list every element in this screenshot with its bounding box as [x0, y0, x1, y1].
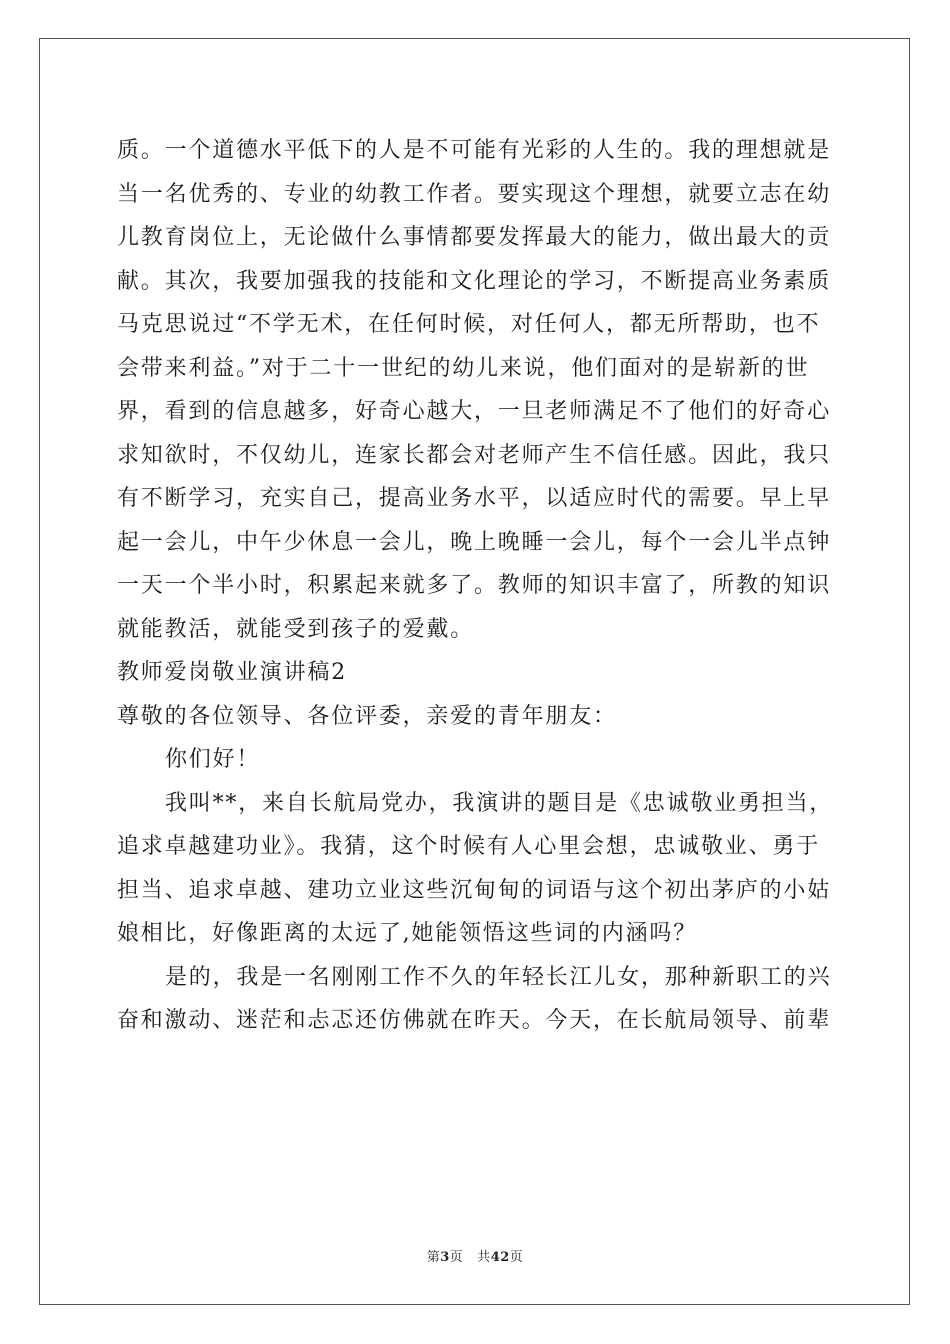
- text-line: 马克思说过“不学无术，在任何时候，对任何人，都无所帮助，也不: [117, 312, 821, 337]
- page-footer: [0, 1246, 950, 1265]
- text-line: 当一名优秀的、专业的幼教工作者。要实现这个理想，就要立志在幼: [117, 181, 832, 207]
- document-body: [117, 129, 837, 1043]
- text-line: 奋和激动、迷茫和忐忑还仿佛就在昨天。今天，在长航局领导、前辈: [117, 1008, 832, 1033]
- text-line: 起一会儿，中午少休息一会儿，晚上晚睡一会儿，每个一会儿半点钟: [117, 529, 832, 555]
- text-line: 担当、追求卓越、建功立业这些沉甸甸的词语与这个初出茅庐的小姑: [117, 877, 832, 903]
- text-line: 质。一个道德水平低下的人是不可能有光彩的人生的。我的理想就是: [117, 138, 832, 163]
- text-line: 界，看到的信息越多，好奇心越大，一旦老师满足不了他们的好奇心: [117, 399, 832, 424]
- section-heading: 教师爱岗敬业演讲稿2: [117, 660, 347, 685]
- text-line: 求知欲时，不仅幼儿，连家长都会对老师产生不信任感。因此，我只: [117, 442, 832, 468]
- footer-page-number: 3: [440, 1250, 450, 1265]
- greeting: 你们好！: [165, 747, 261, 772]
- footer-page-unit: 页: [449, 1250, 464, 1265]
- text-line: 娘相比，好像距离的太远了,她能领悟这些词的内涵吗？: [117, 921, 697, 946]
- text-line: 我叫**，来自长航局党办，我演讲的题目是《忠诚敬业勇担当，: [165, 790, 834, 816]
- text-line: 就能教活，就能受到孩子的爱戴。: [117, 616, 475, 642]
- text-line: 儿教育岗位上，无论做什么事情都要发挥最大的能力，做出最大的贡: [117, 225, 832, 250]
- footer-prefix: 第: [426, 1250, 441, 1265]
- text-line: 会带来利益。”对于二十一世纪的幼儿来说，他们面对的是崭新的世: [117, 355, 810, 381]
- footer-total-unit: 页: [509, 1250, 524, 1265]
- text-line: 献。其次，我要加强我的技能和文化理论的学习，不断提高业务素质: [117, 268, 832, 294]
- text-line: 追求卓越建功业》。我猜，这个时候有人心里会想，忠诚敬业、勇于: [117, 834, 821, 859]
- text-line: 一天一个半小时，积累起来就多了。教师的知识丰富了，所教的知识: [117, 573, 832, 598]
- salutation: 尊敬的各位领导、各位评委，亲爱的青年朋友：: [117, 703, 617, 729]
- text-line: 是的，我是一名刚刚工作不久的年轻长江儿女，那种新职工的兴: [165, 964, 832, 990]
- footer-total-prefix: 共: [477, 1250, 491, 1265]
- text-line: 有不断学习，充实自己，提高业务水平，以适应时代的需要。早上早: [117, 486, 832, 511]
- footer-total-pages: 42: [490, 1250, 510, 1265]
